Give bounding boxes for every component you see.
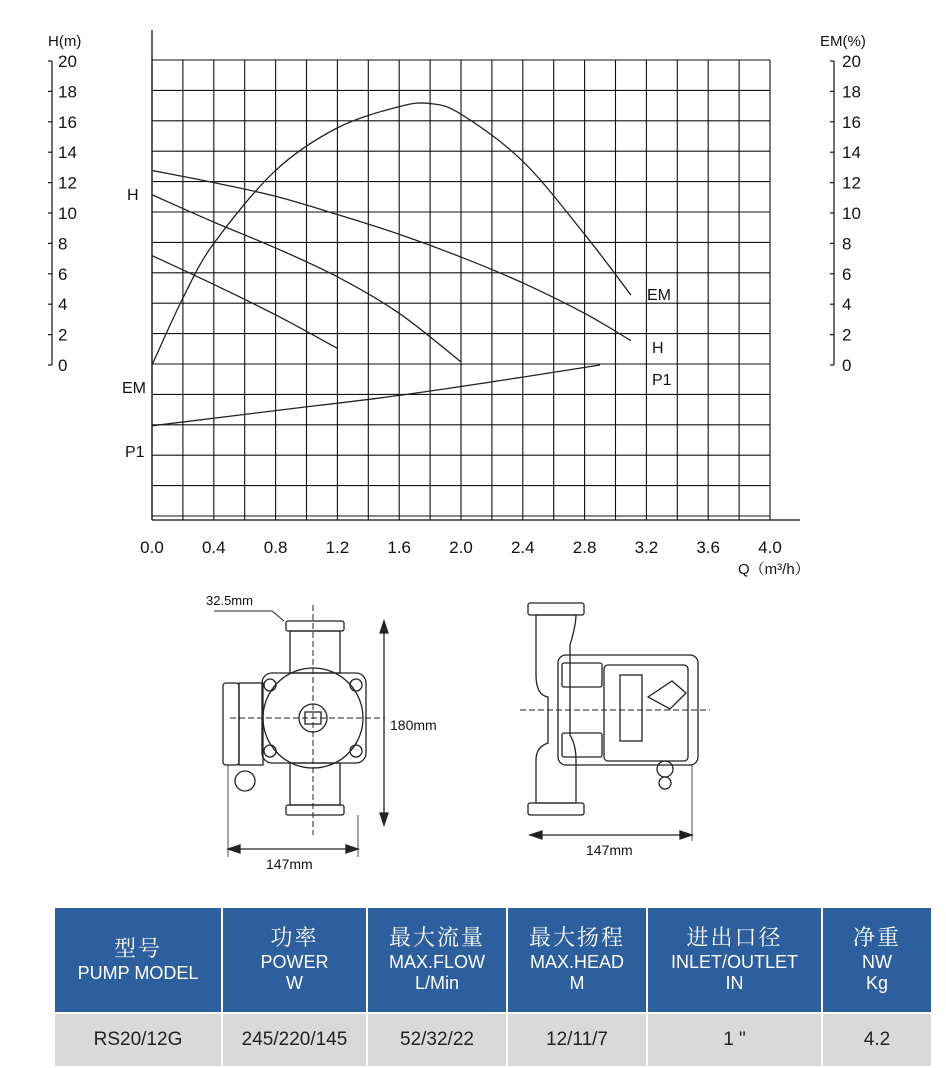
x-tick-label: 2.8 — [572, 538, 597, 557]
cell-inlet-outlet: 1 " — [647, 1013, 822, 1067]
spec-table — [53, 906, 933, 1068]
left-tick-label: 8 — [58, 234, 68, 254]
cell-max-head: 12/11/7 — [507, 1013, 647, 1067]
right-axis-em — [830, 52, 861, 375]
curve-label-em-left: EM — [122, 380, 146, 397]
spec-table-header-row — [54, 907, 932, 1013]
x-tick-label: 3.2 — [634, 538, 659, 557]
left-tick-label: 6 — [58, 264, 68, 284]
left-tick-label: 4 — [58, 295, 68, 315]
left-tick-label: 14 — [58, 143, 77, 163]
left-tick-label: 10 — [58, 204, 77, 223]
right-tick-label: 20 — [842, 52, 861, 71]
right-tick-label: 10 — [842, 204, 861, 223]
curve-label-p1-left: P1 — [125, 444, 145, 461]
right-tick-label: 14 — [842, 143, 861, 163]
curve-label-h-left: H — [127, 187, 139, 204]
right-tick-label: 4 — [842, 295, 852, 315]
right-tick-label: 16 — [842, 112, 861, 132]
series-curve-h — [152, 170, 631, 340]
x-tick-label: 4.0 — [758, 538, 782, 557]
x-tick-label: 0.0 — [140, 538, 164, 557]
cell-net-weight: 4.2 — [822, 1013, 932, 1067]
chart-grid — [152, 30, 800, 520]
x-tick-label: 3.6 — [696, 538, 721, 557]
curve-label-em-right: EM — [647, 287, 671, 304]
right-axis-label: EM(%) — [820, 33, 866, 50]
right-tick-label: 0 — [842, 356, 852, 375]
left-tick-label: 20 — [58, 52, 77, 71]
right-tick-label: 12 — [842, 173, 861, 193]
left-tick-label: 0 — [58, 356, 68, 375]
front-width-label: 147mm — [266, 856, 313, 872]
left-tick-label: 18 — [58, 82, 77, 102]
right-tick-label: 2 — [842, 325, 852, 345]
x-tick-label: 2.4 — [510, 538, 535, 557]
header-pump-model: 型号 PUMP MODEL — [54, 907, 222, 1013]
spec-table-row — [54, 1013, 932, 1067]
right-tick-label: 8 — [842, 234, 852, 254]
side-width-label: 147mm — [586, 842, 633, 858]
header-max-head: 最大扬程 MAX.HEAD M — [507, 907, 647, 1013]
x-tick-label: 0.8 — [263, 538, 288, 557]
series-curve-em — [152, 103, 631, 365]
cell-pump-model: RS20/12G — [54, 1013, 222, 1067]
left-tick-label: 2 — [58, 325, 68, 345]
series-curve-p1 — [152, 365, 600, 426]
height-dimension-label: 180mm — [390, 717, 437, 733]
side-view-drawing — [520, 603, 710, 841]
right-tick-label: 6 — [842, 264, 852, 284]
front-view-drawing — [214, 605, 388, 857]
header-inlet-outlet: 进出口径 INLET/OUTLET IN — [647, 907, 822, 1013]
left-tick-label: 16 — [58, 112, 77, 132]
header-net-weight: 净重 NW Kg — [822, 907, 932, 1013]
right-tick-label: 18 — [842, 82, 861, 102]
x-tick-label: 0.4 — [201, 538, 226, 557]
x-axis-q — [140, 538, 782, 557]
cell-max-flow: 52/32/22 — [367, 1013, 507, 1067]
x-tick-label: 1.2 — [325, 538, 350, 557]
flange-dimension-label: 32.5mm — [206, 593, 253, 608]
left-axis-label: H(m) — [48, 33, 82, 50]
header-power: 功率 POWER W — [222, 907, 367, 1013]
left-tick-label: 12 — [58, 173, 77, 193]
header-max-flow: 最大流量 MAX.FLOW L/Min — [367, 907, 507, 1013]
curve-label-h-right: H — [652, 340, 664, 357]
pump-drawings — [0, 585, 946, 885]
x-tick-label: 2.0 — [449, 538, 473, 557]
x-tick-label: 1.6 — [387, 538, 412, 557]
cell-power: 245/220/145 — [222, 1013, 367, 1067]
left-axis-h — [48, 52, 77, 375]
x-axis-label: Q（m³/h） — [738, 561, 810, 578]
curve-label-p1-right: P1 — [652, 372, 672, 389]
